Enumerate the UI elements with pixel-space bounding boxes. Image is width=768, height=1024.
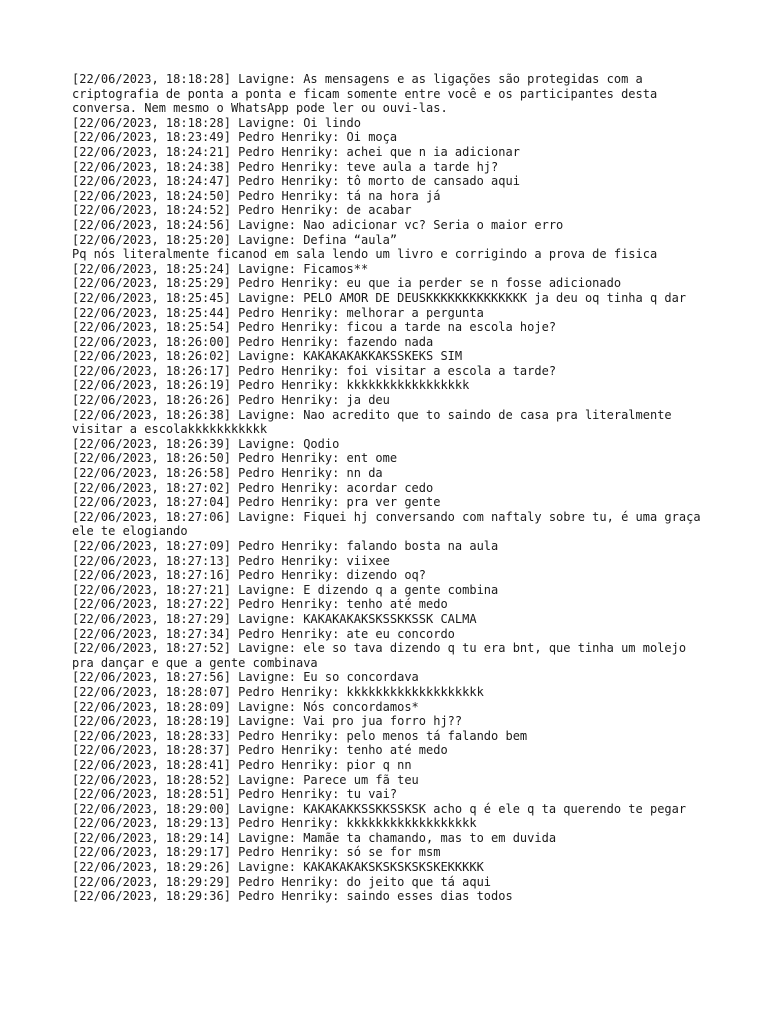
chat-message-line: [22/06/2023, 18:27:21] Lavigne: E dizendo q a gente combina [72,582,499,597]
chat-message-line: [22/06/2023, 18:29:13] Pedro Henriky: kkkkkkkkkkkkkkkkkk [72,816,477,831]
chat-transcript [72,72,708,904]
chat-message-line: [22/06/2023, 18:27:56] Lavigne: Eu so concordava [72,670,419,685]
chat-message-line: [22/06/2023, 18:24:38] Pedro Henriky: teve aula a tarde hj? [72,159,499,174]
chat-message-line: [22/06/2023, 18:27:06] Lavigne: Fiquei hj conversando com naftaly sobre tu, é uma graça ele te elogiando [72,509,708,539]
chat-message-line: [22/06/2023, 18:26:19] Pedro Henriky: kkkkkkkkkkkkkkkkk [72,378,470,393]
chat-message-line: [22/06/2023, 18:26:00] Pedro Henriky: fazendo nada [72,334,434,349]
chat-message-line: [22/06/2023, 18:27:13] Pedro Henriky: viixee [72,553,390,568]
chat-message-line: [22/06/2023, 18:24:47] Pedro Henriky: tô morto de cansado aqui [72,174,520,189]
chat-message-line: [22/06/2023, 18:24:21] Pedro Henriky: achei que n ia adicionar [72,144,520,159]
chat-message-line: [22/06/2023, 18:29:36] Pedro Henriky: saindo esses dias todos [72,889,513,904]
chat-message-line: [22/06/2023, 18:28:33] Pedro Henriky: pelo menos tá falando bem [72,728,528,743]
chat-message-line: [22/06/2023, 18:24:52] Pedro Henriky: de acabar [72,203,412,218]
chat-message-line: [22/06/2023, 18:23:49] Pedro Henriky: Oi moça [72,130,398,145]
chat-message-line: [22/06/2023, 18:26:02] Lavigne: KAKAKAKAKKAKSSKEKS SIM [72,349,463,364]
chat-message-line: [22/06/2023, 18:27:34] Pedro Henriky: ate eu concordo [72,626,455,641]
chat-message-line: [22/06/2023, 18:25:20] Lavigne: Defina “aula” [72,232,398,247]
chat-message-line: [22/06/2023, 18:27:29] Lavigne: KAKAKAKAKSKSSKKSSK CALMA [72,611,477,626]
chat-message-line: [22/06/2023, 18:27:22] Pedro Henriky: tenho até medo [72,597,448,612]
chat-message-line: [22/06/2023, 18:28:09] Lavigne: Nós concordamos* [72,699,419,714]
chat-message-line: [22/06/2023, 18:18:28] Lavigne: Oi lindo [72,115,361,130]
chat-message-line: [22/06/2023, 18:26:39] Lavigne: Qodio [72,436,340,451]
chat-message-line: [22/06/2023, 18:27:04] Pedro Henriky: pra ver gente [72,495,441,510]
chat-message-line: [22/06/2023, 18:26:50] Pedro Henriky: ent ome [72,451,398,466]
chat-message-line: [22/06/2023, 18:25:45] Lavigne: PELO AMOR DE DEUSKKKKKKKKKKKKKK ja deu oq tinha q dar [72,290,687,305]
chat-message-line: [22/06/2023, 18:25:54] Pedro Henriky: ficou a tarde na escola hoje? [72,320,557,335]
chat-message-line: [22/06/2023, 18:24:56] Lavigne: Nao adicionar vc? Seria o maior erro [72,217,564,232]
chat-message-line: [22/06/2023, 18:27:52] Lavigne: ele so tava dizendo q tu era bnt, que tinha um molejo pra dançar e que a gente combinava [72,641,694,670]
chat-message-line: [22/06/2023, 18:24:50] Pedro Henriky: tá na hora já [72,188,441,203]
chat-message-line: [22/06/2023, 18:27:16] Pedro Henriky: dizendo oq? [72,568,427,583]
chat-message-line: [22/06/2023, 18:28:07] Pedro Henriky: kkkkkkkkkkkkkkkkkkk [72,684,484,699]
chat-message-line: Pq nós literalmente ficanod em sala lendo um livro e corrigindo a prova de fisica [72,247,658,262]
chat-message-line: [22/06/2023, 18:25:24] Lavigne: Ficamos** [72,261,369,276]
chat-message-line: [22/06/2023, 18:28:37] Pedro Henriky: tenho até medo [72,743,448,758]
chat-message-line: [22/06/2023, 18:28:51] Pedro Henriky: tu vai? [72,787,398,802]
chat-message-line: [22/06/2023, 18:26:26] Pedro Henriky: ja deu [72,393,390,408]
chat-message-line: [22/06/2023, 18:28:19] Lavigne: Vai pro jua forro hj?? [72,714,463,729]
chat-message-line: [22/06/2023, 18:26:38] Lavigne: Nao acredito que to saindo de casa pra literalmente visitar a escolakkkkkkkkkkk [72,407,679,437]
chat-message-line: [22/06/2023, 18:18:28] Lavigne: As mensagens e as ligações são protegidas com a criptografia de ponta a ponta e ficam somente entre você e os participantes desta conversa. Nem mesmo o WhatsApp pode ler ou ouvi-las. [72,72,665,116]
chat-message-line: [22/06/2023, 18:25:29] Pedro Henriky: eu que ia perder se n fosse adicionado [72,276,622,291]
chat-message-line: [22/06/2023, 18:28:41] Pedro Henriky: pior q nn [72,757,412,772]
chat-message-line: [22/06/2023, 18:29:26] Lavigne: KAKAKAKAKSKSKSKSKSKEKKKKK [72,860,484,875]
chat-message-line: [22/06/2023, 18:25:44] Pedro Henriky: melhorar a pergunta [72,305,484,320]
chat-message-line: [22/06/2023, 18:29:00] Lavigne: KAKAKAKKSSKKSSKSK acho q é ele q ta querendo te pegar [72,801,687,816]
chat-message-line: [22/06/2023, 18:29:17] Pedro Henriky: só se for msm [72,845,441,860]
chat-message-line: [22/06/2023, 18:27:09] Pedro Henriky: falando bosta na aula [72,539,499,553]
chat-message-line: [22/06/2023, 18:29:14] Lavigne: Mamãe ta chamando, mas to em duvida [72,830,557,845]
chat-message-line: [22/06/2023, 18:26:17] Pedro Henriky: foi visitar a escola a tarde? [72,363,557,378]
chat-message-line: [22/06/2023, 18:29:29] Pedro Henriky: do jeito que tá aqui [72,874,492,889]
chat-message-line: [22/06/2023, 18:27:02] Pedro Henriky: acordar cedo [72,480,434,495]
chat-message-line: [22/06/2023, 18:28:52] Lavigne: Parece um fã teu [72,772,419,787]
chat-message-line: [22/06/2023, 18:26:58] Pedro Henriky: nn da [72,466,383,481]
